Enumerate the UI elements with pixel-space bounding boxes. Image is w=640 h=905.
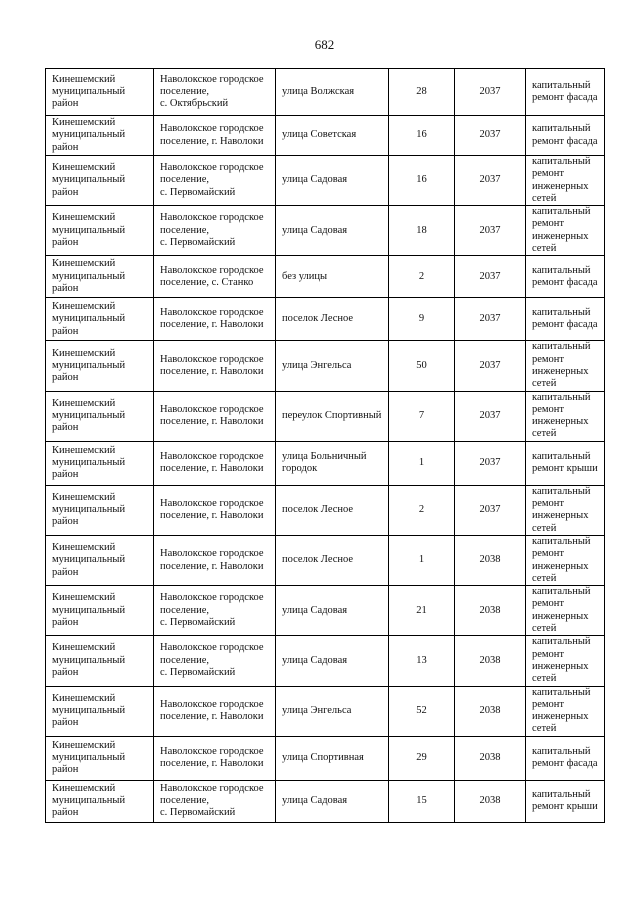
repair-schedule-table: [45, 68, 605, 823]
year-cell: 2037: [455, 441, 526, 485]
table-row: [46, 780, 605, 822]
settlement-cell: Наволокское городское поселение, с. Октябрьский: [154, 69, 276, 116]
work-type-cell: капитальный ремонт фасада: [526, 256, 605, 298]
settlement-cell: Наволокское городское поселение, г. Наволоки: [154, 485, 276, 535]
work-type-cell: капитальный ремонт фасада: [526, 298, 605, 341]
work-type-cell: капитальный ремонт инженерных сетей: [526, 586, 605, 636]
street-cell: улица Энгельса: [276, 686, 389, 736]
house-number-cell: 18: [389, 206, 455, 256]
year-cell: 2038: [455, 780, 526, 822]
year-cell: 2037: [455, 156, 526, 206]
district-cell: Кинешемский муниципальный район: [46, 736, 154, 780]
house-number-cell: 2: [389, 256, 455, 298]
district-cell: Кинешемский муниципальный район: [46, 116, 154, 156]
settlement-cell: Наволокское городское поселение, г. Наволоки: [154, 535, 276, 585]
district-cell: Кинешемский муниципальный район: [46, 586, 154, 636]
street-cell: улица Садовая: [276, 206, 389, 256]
table-row: [46, 441, 605, 485]
district-cell: Кинешемский муниципальный район: [46, 441, 154, 485]
table-row: [46, 298, 605, 341]
work-type-cell: капитальный ремонт инженерных сетей: [526, 485, 605, 535]
year-cell: 2037: [455, 206, 526, 256]
street-cell: улица Советская: [276, 116, 389, 156]
settlement-cell: Наволокское городское поселение, г. Наволоки: [154, 736, 276, 780]
year-cell: 2037: [455, 116, 526, 156]
work-type-cell: капитальный ремонт инженерных сетей: [526, 636, 605, 686]
year-cell: 2037: [455, 298, 526, 341]
table-row: [46, 391, 605, 441]
district-cell: Кинешемский муниципальный район: [46, 341, 154, 391]
settlement-cell: Наволокское городское поселение, г. Наволоки: [154, 298, 276, 341]
district-cell: Кинешемский муниципальный район: [46, 298, 154, 341]
table-row: [46, 69, 605, 116]
work-type-cell: капитальный ремонт фасада: [526, 736, 605, 780]
work-type-cell: капитальный ремонт инженерных сетей: [526, 156, 605, 206]
house-number-cell: 7: [389, 391, 455, 441]
table-row: [46, 686, 605, 736]
house-number-cell: 15: [389, 780, 455, 822]
street-cell: улица Садовая: [276, 586, 389, 636]
work-type-cell: капитальный ремонт инженерных сетей: [526, 341, 605, 391]
district-cell: Кинешемский муниципальный район: [46, 636, 154, 686]
work-type-cell: капитальный ремонт крыши: [526, 441, 605, 485]
house-number-cell: 2: [389, 485, 455, 535]
house-number-cell: 13: [389, 636, 455, 686]
settlement-cell: Наволокское городское поселение, с. Первомайский: [154, 586, 276, 636]
settlement-cell: Наволокское городское поселение, с. Первомайский: [154, 636, 276, 686]
table-row: [46, 636, 605, 686]
street-cell: переулок Спортивный: [276, 391, 389, 441]
year-cell: 2038: [455, 736, 526, 780]
settlement-cell: Наволокское городское поселение, с. Первомайский: [154, 780, 276, 822]
table-row: [46, 156, 605, 206]
settlement-cell: Наволокское городское поселение, с. Первомайский: [154, 206, 276, 256]
work-type-cell: капитальный ремонт фасада: [526, 116, 605, 156]
street-cell: улица Садовая: [276, 636, 389, 686]
year-cell: 2037: [455, 391, 526, 441]
house-number-cell: 9: [389, 298, 455, 341]
year-cell: 2038: [455, 586, 526, 636]
street-cell: улица Садовая: [276, 780, 389, 822]
district-cell: Кинешемский муниципальный район: [46, 535, 154, 585]
settlement-cell: Наволокское городское поселение, г. Наволоки: [154, 116, 276, 156]
table-row: [46, 116, 605, 156]
table-row: [46, 736, 605, 780]
house-number-cell: 1: [389, 441, 455, 485]
table-row: [46, 485, 605, 535]
house-number-cell: 16: [389, 116, 455, 156]
house-number-cell: 21: [389, 586, 455, 636]
district-cell: Кинешемский муниципальный район: [46, 206, 154, 256]
house-number-cell: 28: [389, 69, 455, 116]
district-cell: Кинешемский муниципальный район: [46, 485, 154, 535]
district-cell: Кинешемский муниципальный район: [46, 69, 154, 116]
street-cell: улица Волжская: [276, 69, 389, 116]
table-row: [46, 206, 605, 256]
year-cell: 2037: [455, 485, 526, 535]
street-cell: поселок Лесное: [276, 485, 389, 535]
house-number-cell: 16: [389, 156, 455, 206]
work-type-cell: капитальный ремонт инженерных сетей: [526, 686, 605, 736]
year-cell: 2037: [455, 69, 526, 116]
settlement-cell: Наволокское городское поселение, с. Первомайский: [154, 156, 276, 206]
year-cell: 2038: [455, 636, 526, 686]
district-cell: Кинешемский муниципальный район: [46, 780, 154, 822]
district-cell: Кинешемский муниципальный район: [46, 156, 154, 206]
street-cell: без улицы: [276, 256, 389, 298]
street-cell: улица Энгельса: [276, 341, 389, 391]
district-cell: Кинешемский муниципальный район: [46, 686, 154, 736]
table-row: [46, 341, 605, 391]
house-number-cell: 29: [389, 736, 455, 780]
table-row: [46, 586, 605, 636]
street-cell: улица Садовая: [276, 156, 389, 206]
street-cell: улица Больничный городок: [276, 441, 389, 485]
house-number-cell: 52: [389, 686, 455, 736]
street-cell: поселок Лесное: [276, 535, 389, 585]
street-cell: поселок Лесное: [276, 298, 389, 341]
work-type-cell: капитальный ремонт крыши: [526, 780, 605, 822]
district-cell: Кинешемский муниципальный район: [46, 391, 154, 441]
work-type-cell: капитальный ремонт фасада: [526, 69, 605, 116]
settlement-cell: Наволокское городское поселение, г. Наволоки: [154, 391, 276, 441]
house-number-cell: 50: [389, 341, 455, 391]
year-cell: 2037: [455, 256, 526, 298]
year-cell: 2038: [455, 686, 526, 736]
settlement-cell: Наволокское городское поселение, с. Станко: [154, 256, 276, 298]
table-row: [46, 256, 605, 298]
work-type-cell: капитальный ремонт инженерных сетей: [526, 391, 605, 441]
year-cell: 2037: [455, 341, 526, 391]
work-type-cell: капитальный ремонт инженерных сетей: [526, 206, 605, 256]
table-row: [46, 535, 605, 585]
settlement-cell: Наволокское городское поселение, г. Наволоки: [154, 341, 276, 391]
work-type-cell: капитальный ремонт инженерных сетей: [526, 535, 605, 585]
settlement-cell: Наволокское городское поселение, г. Наволоки: [154, 441, 276, 485]
street-cell: улица Спортивная: [276, 736, 389, 780]
year-cell: 2038: [455, 535, 526, 585]
district-cell: Кинешемский муниципальный район: [46, 256, 154, 298]
settlement-cell: Наволокское городское поселение, г. Наволоки: [154, 686, 276, 736]
house-number-cell: 1: [389, 535, 455, 585]
page-number: 682: [314, 37, 335, 52]
